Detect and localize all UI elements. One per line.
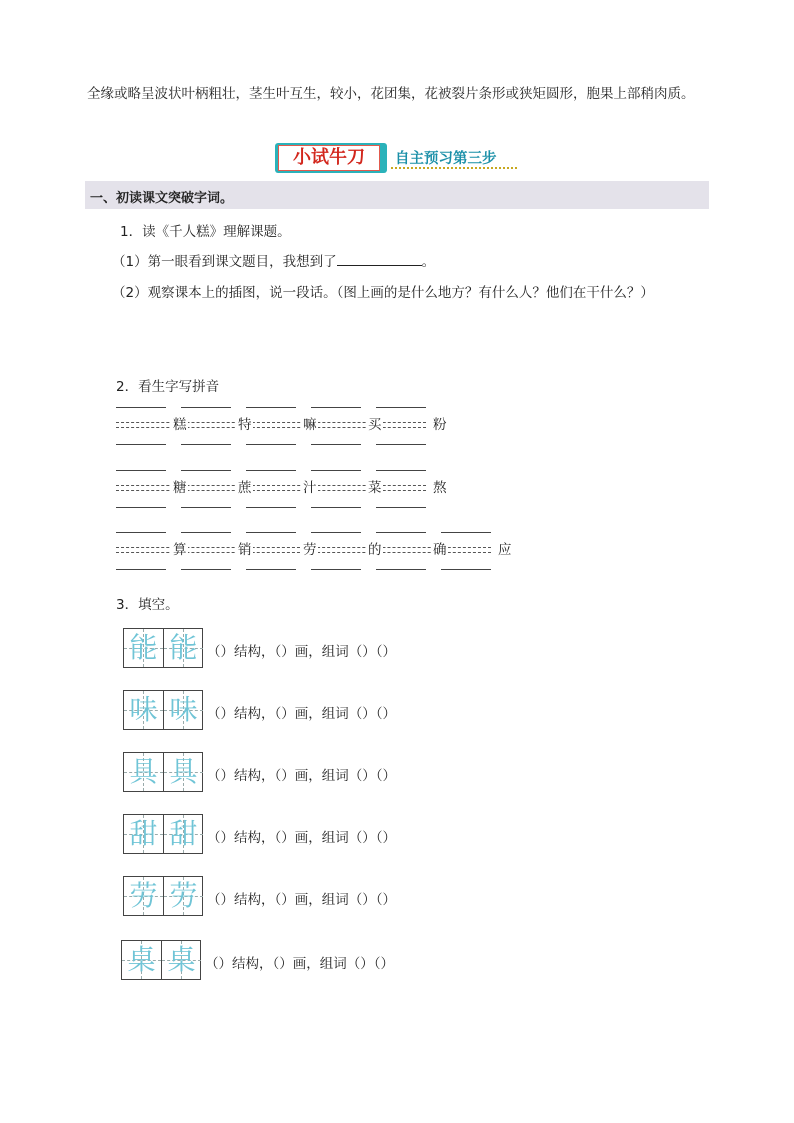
tianzige-char: 劳 [129, 879, 158, 912]
pinyin-line-top[interactable] [376, 470, 426, 471]
pinyin-char: 确 [433, 542, 447, 558]
fill-in-prompt[interactable]: （）结构，（）画，组词（）（） [207, 830, 396, 846]
q1-sub1-prompt: （1）第一眼看到课文题目，我想到了 [112, 254, 337, 270]
banner-underline [391, 167, 517, 169]
pinyin-line-bottom [246, 569, 296, 570]
pinyin-char: 买 [368, 417, 382, 433]
banner-title-box [275, 143, 387, 173]
pinyin-line-top[interactable] [311, 407, 361, 408]
tianzige-cell [124, 877, 164, 915]
q1-sub1-end: 。 [421, 254, 436, 270]
pinyin-char: 蔗 [238, 480, 252, 496]
q1-answer-blank[interactable] [337, 251, 422, 266]
pinyin-char: 特 [238, 417, 252, 433]
tianzige-char: 味 [129, 693, 158, 726]
tianzige-cell [122, 941, 162, 979]
intro-paragraph: 全缘或略呈波状叶柄粗壮，茎生叶互生，较小，花团集，花被裂片条形或狭矩圆形，胞果上部稍肉质。 [87, 86, 695, 102]
pinyin-line-top[interactable] [246, 532, 296, 533]
pinyin-char: 嘛 [303, 417, 317, 433]
pinyin-line-bottom [376, 444, 426, 445]
tianzige-char: 味 [169, 693, 198, 726]
pinyin-line-bottom [376, 569, 426, 570]
tianzige-cell [164, 629, 203, 667]
pinyin-char: 的 [368, 542, 382, 558]
pinyin-char: 熬 [433, 480, 447, 496]
tianzige-grid [123, 628, 203, 668]
section-header [85, 181, 709, 209]
fill-in-prompt[interactable]: （）结构，（）画，组词（）（） [205, 956, 394, 972]
pinyin-line-bottom [441, 569, 491, 570]
section-title: 一、初读课文突破字词。 [90, 191, 234, 206]
tianzige-char: 能 [129, 631, 158, 664]
pinyin-char: 菜 [368, 480, 382, 496]
tianzige-char: 甜 [169, 817, 198, 850]
tianzige-cell [124, 753, 164, 791]
fill-in-prompt[interactable]: （）结构，（）画，组词（）（） [207, 768, 396, 784]
tianzige-cell [164, 691, 203, 729]
tianzige-grid [123, 876, 203, 916]
tianzige-cell [124, 815, 164, 853]
pinyin-line-bottom [376, 507, 426, 508]
pinyin-line-bottom [181, 507, 231, 508]
tianzige-cell [162, 941, 201, 979]
pinyin-line-top[interactable] [181, 470, 231, 471]
pinyin-line-top[interactable] [376, 407, 426, 408]
tianzige-grid [121, 940, 201, 980]
pinyin-line-bottom [116, 569, 166, 570]
tianzige-cell [164, 815, 203, 853]
tianzige-cell [164, 877, 203, 915]
pinyin-line-bottom [181, 444, 231, 445]
tianzige-char: 桌 [167, 943, 196, 976]
pinyin-char: 糖 [173, 480, 187, 496]
pinyin-line-top[interactable] [116, 407, 166, 408]
pinyin-line-top[interactable] [116, 532, 166, 533]
tianzige-char: 甜 [129, 817, 158, 850]
q1-title: 1．读《千人糕》理解课题。 [120, 224, 291, 240]
tianzige-cell [164, 753, 203, 791]
pinyin-char: 算 [173, 542, 187, 558]
tianzige-char: 具 [129, 755, 158, 788]
pinyin-line-bottom [181, 569, 231, 570]
pinyin-line-top[interactable] [181, 407, 231, 408]
pinyin-line-bottom [116, 507, 166, 508]
pinyin-line-top[interactable] [311, 532, 361, 533]
pinyin-char: 糕 [173, 417, 187, 433]
pinyin-line-bottom [311, 569, 361, 570]
pinyin-char: 应 [498, 542, 512, 558]
q3-title: 3．填空。 [116, 597, 179, 613]
pinyin-line-bottom [246, 507, 296, 508]
fill-in-prompt[interactable]: （）结构，（）画，组词（）（） [207, 892, 396, 908]
q1-sub2: （2）观察课本上的插图，说一段话。（图上画的是什么地方？有什么人？他们在干什么？） [112, 285, 654, 301]
banner-subtitle: 自主预习第三步 [395, 151, 497, 167]
tianzige-char: 能 [169, 631, 198, 664]
tianzige-grid [123, 690, 203, 730]
tianzige-char: 劳 [169, 879, 198, 912]
pinyin-char: 汁 [303, 480, 317, 496]
pinyin-line-top[interactable] [441, 532, 491, 533]
tianzige-cell [124, 629, 164, 667]
pinyin-line-top[interactable] [181, 532, 231, 533]
pinyin-line-top[interactable] [376, 532, 426, 533]
pinyin-line-bottom [311, 444, 361, 445]
fill-in-prompt[interactable]: （）结构，（）画，组词（）（） [207, 644, 396, 660]
q1-sub1 [112, 250, 435, 270]
tianzige-char: 具 [169, 755, 198, 788]
tianzige-char: 桌 [127, 943, 156, 976]
pinyin-char: 劳 [303, 542, 317, 558]
pinyin-line-bottom [246, 444, 296, 445]
pinyin-line-top[interactable] [311, 470, 361, 471]
pinyin-line-top[interactable] [116, 470, 166, 471]
pinyin-line-top[interactable] [246, 470, 296, 471]
fill-in-prompt[interactable]: （）结构，（）画，组词（）（） [207, 706, 396, 722]
tianzige-grid [123, 814, 203, 854]
pinyin-line-bottom [311, 507, 361, 508]
pinyin-char: 粉 [433, 417, 447, 433]
pinyin-char: 销 [238, 542, 252, 558]
pinyin-line-bottom [116, 444, 166, 445]
tianzige-cell [124, 691, 164, 729]
tianzige-grid [123, 752, 203, 792]
q2-title: 2．看生字写拼音 [116, 379, 220, 395]
banner-title: 小试牛刀 [278, 145, 380, 171]
pinyin-line-top[interactable] [246, 407, 296, 408]
